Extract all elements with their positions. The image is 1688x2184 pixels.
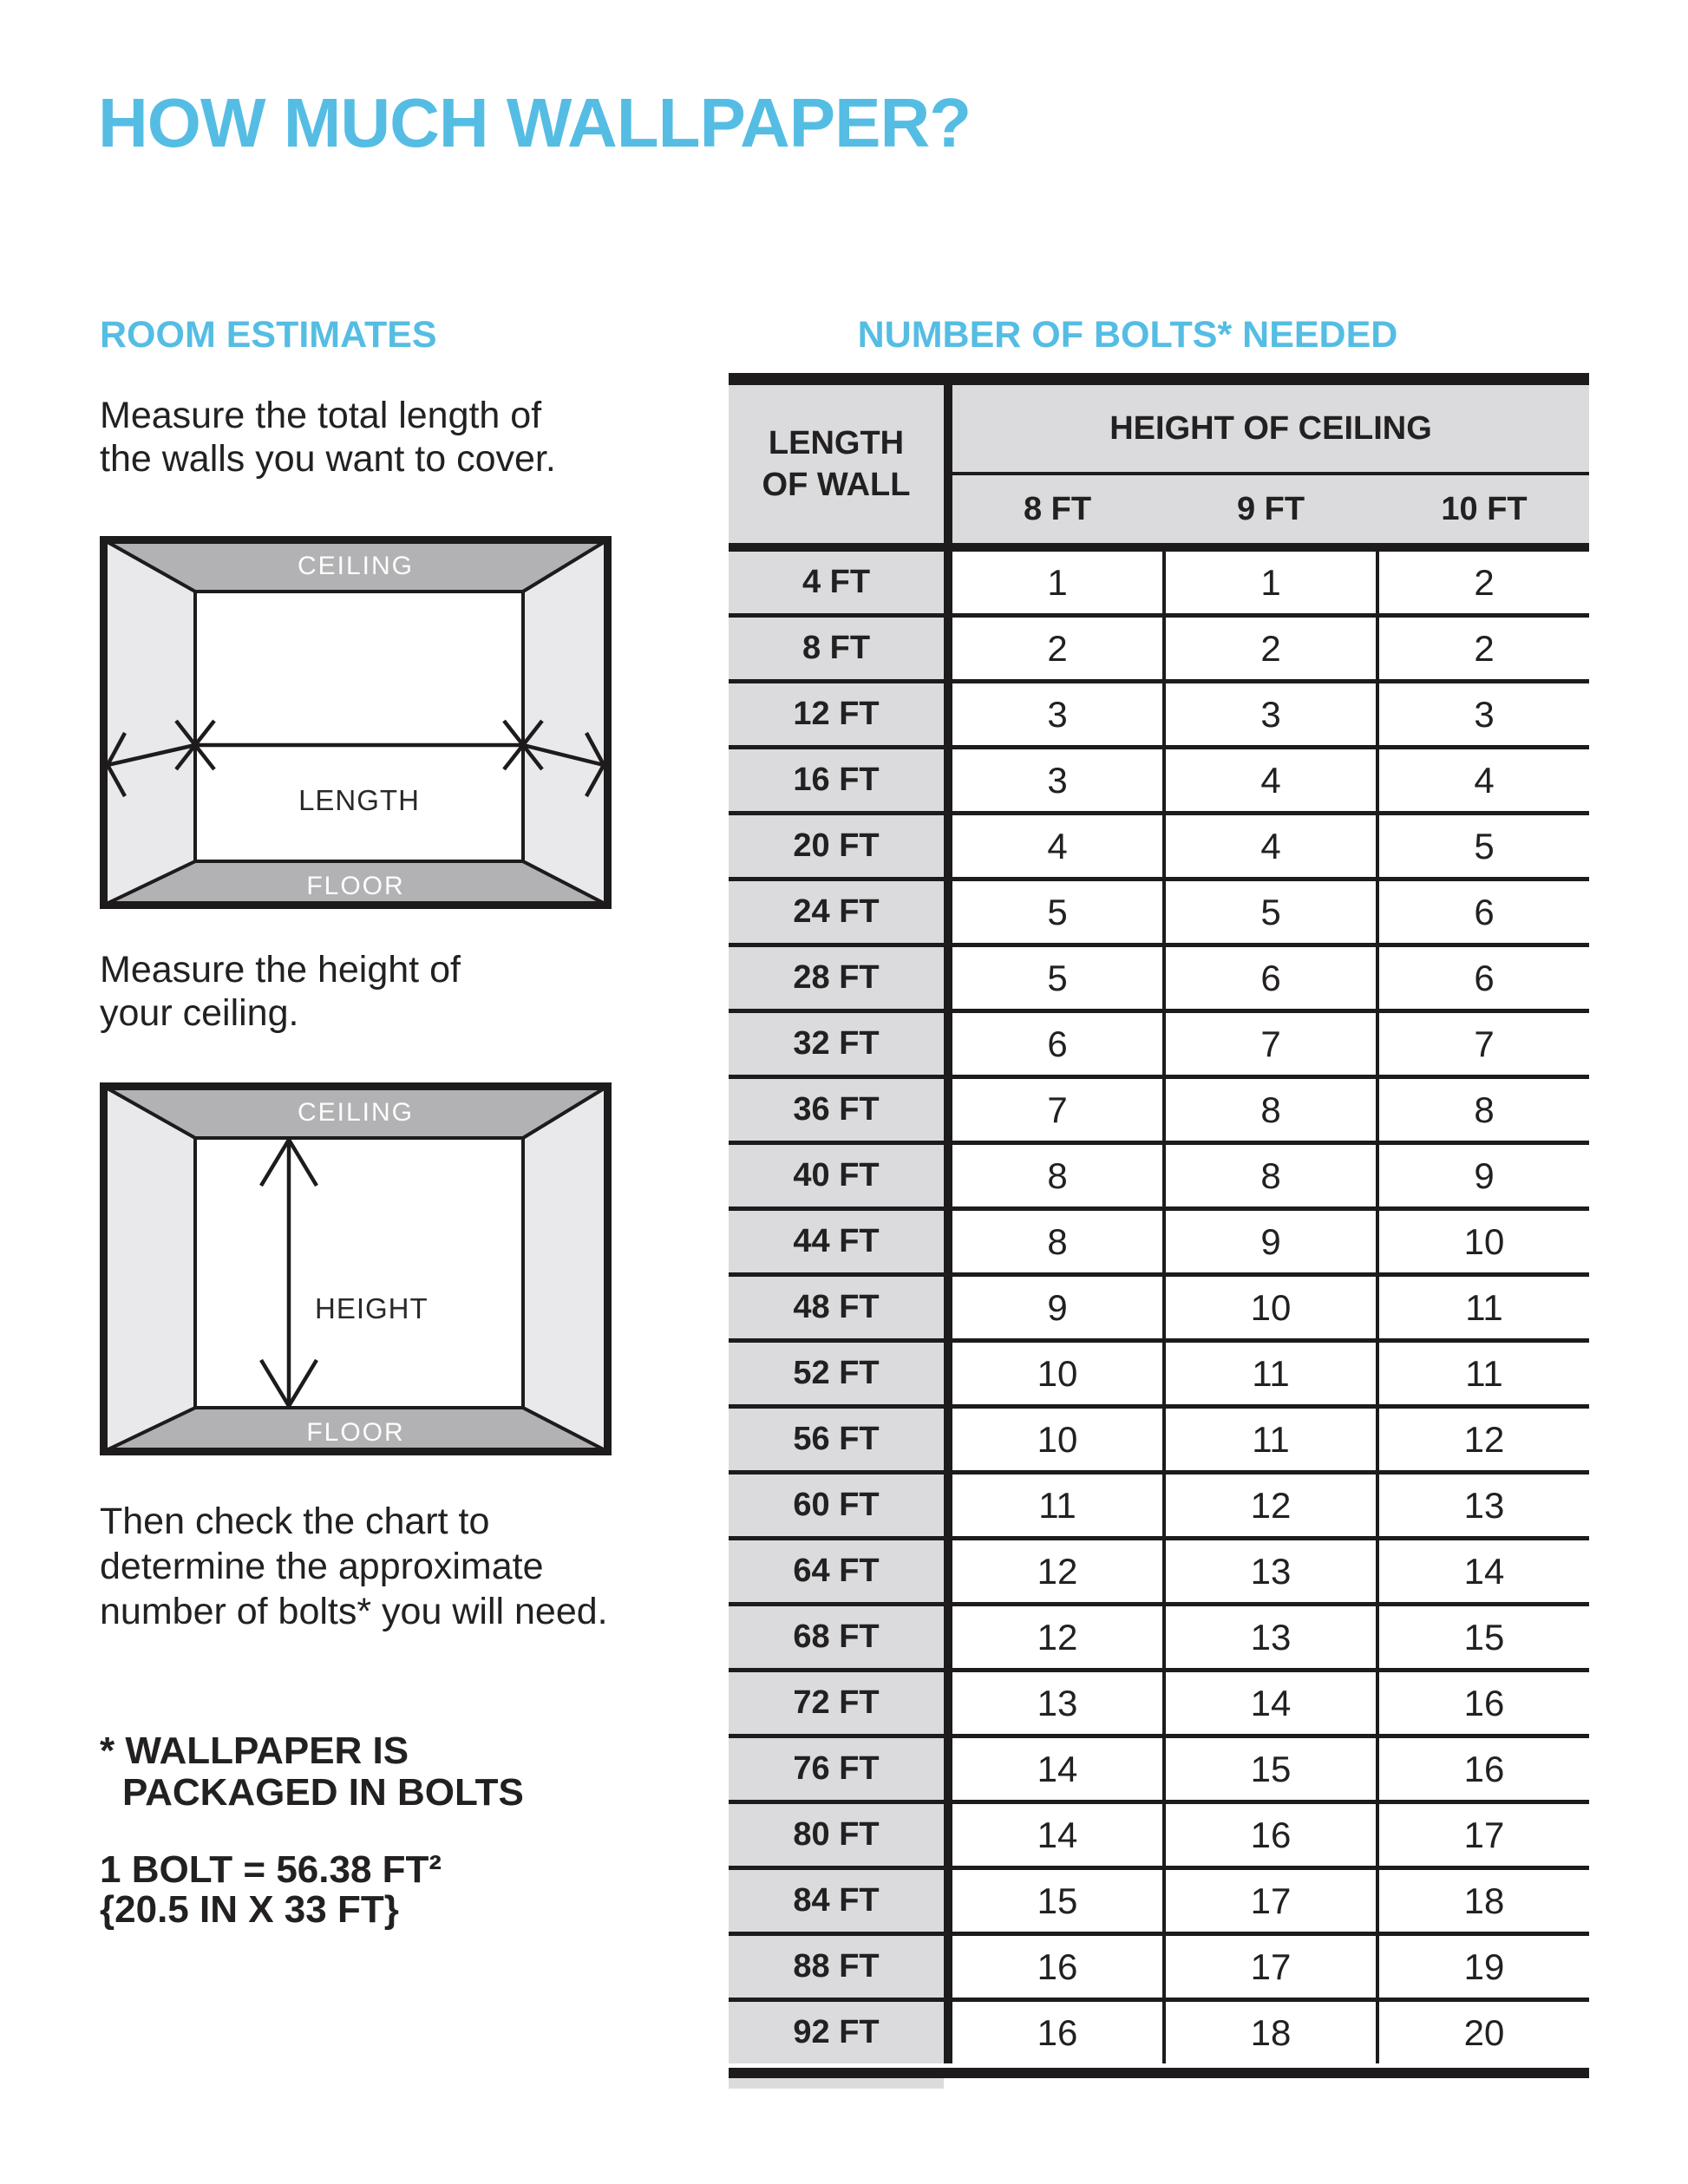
row-label: 88 FT: [729, 1936, 944, 1998]
table-row: [729, 1672, 1589, 1738]
table-vertical-divider: [944, 385, 952, 543]
table-cell: 9: [952, 1277, 1162, 1338]
table-row: [729, 683, 1589, 749]
table-cell: 14: [1379, 1540, 1589, 1602]
ceiling-label: CEILING: [297, 552, 415, 580]
table-cell: 12: [1166, 1475, 1376, 1536]
table-cell: 16: [1379, 1672, 1589, 1734]
table-cell: 16: [952, 2002, 1162, 2063]
column-header-10ft: 10 FT: [1441, 490, 1528, 527]
table-vertical-divider: [944, 1145, 952, 1206]
table-cell: 15: [1166, 1738, 1376, 1800]
table-cell: 12: [952, 1606, 1162, 1668]
table-vertical-divider: [944, 1936, 952, 1998]
table-cell: 6: [952, 1013, 1162, 1075]
table-vertical-divider: [944, 1013, 952, 1075]
footnote-line: 1 BOLT = 56.38 FT²: [100, 1848, 442, 1891]
table-cell: 10: [1379, 1211, 1589, 1272]
room-length-diagram: [100, 536, 612, 909]
table-cell: 5: [952, 881, 1162, 943]
paragraph-line: Then check the chart to: [100, 1501, 490, 1542]
table-cell: 2: [1379, 552, 1589, 613]
table-row: [729, 881, 1589, 947]
table-cell: 1: [952, 552, 1162, 613]
table-cell: 8: [952, 1211, 1162, 1272]
length-label: LENGTH: [298, 784, 420, 816]
table-cell: 11: [1379, 1277, 1589, 1338]
table-row: [729, 1013, 1589, 1079]
table-vertical-divider: [944, 815, 952, 877]
table-vertical-divider: [944, 1738, 952, 1800]
row-label: 28 FT: [729, 947, 944, 1009]
table-cell: 16: [1379, 1738, 1589, 1800]
floor-label: FLOOR: [306, 1418, 405, 1447]
table-cell: 12: [952, 1540, 1162, 1602]
table-top-border: [729, 373, 1589, 385]
paragraph-line: the walls you want to cover.: [100, 438, 556, 480]
measure-length-paragraph: [100, 394, 556, 481]
table-cell: 14: [952, 1738, 1162, 1800]
table-vertical-divider: [944, 1343, 952, 1404]
table-row: [729, 552, 1589, 618]
table-cell: 17: [1379, 1804, 1589, 1866]
table-vertical-divider: [944, 552, 952, 613]
table-header-divider: [729, 543, 1589, 552]
row-label: 72 FT: [729, 1672, 944, 1734]
row-label: 16 FT: [729, 749, 944, 811]
table-cell: 16: [952, 1936, 1162, 1998]
table-cell: 11: [1166, 1343, 1376, 1404]
right-wall: [523, 540, 608, 906]
ceiling-height-subheaders: [952, 475, 1589, 543]
table-header: [729, 385, 1589, 543]
row-label: 52 FT: [729, 1343, 944, 1404]
floor-label: FLOOR: [306, 872, 405, 900]
table-row: [729, 2002, 1589, 2063]
row-label: 56 FT: [729, 1409, 944, 1470]
table-row: [729, 1145, 1589, 1211]
table-cell: 5: [952, 947, 1162, 1009]
row-label: 36 FT: [729, 1079, 944, 1141]
table-bottom-border: [729, 2068, 1589, 2078]
right-wall: [523, 1087, 608, 1452]
table-cell: 18: [1379, 1870, 1589, 1932]
table-cell: 15: [952, 1870, 1162, 1932]
column-header-8ft: 8 FT: [1023, 490, 1092, 527]
table-row: [729, 1540, 1589, 1606]
table-cell: 17: [1166, 1936, 1376, 1998]
length-of-wall-header: LENGTH OF WALL: [729, 385, 944, 543]
table-vertical-divider: [944, 881, 952, 943]
row-label: 32 FT: [729, 1013, 944, 1075]
table-vertical-divider: [944, 1079, 952, 1141]
table-row: [729, 1936, 1589, 2002]
bolt-size-footnote: [100, 1850, 442, 1930]
table-vertical-divider: [944, 1475, 952, 1536]
paragraph-line: determine the approximate: [100, 1546, 544, 1587]
row-label: 40 FT: [729, 1145, 944, 1206]
ceiling-height-header-group: [952, 385, 1589, 543]
wallpaper-bolts-footnote: [100, 1730, 524, 1814]
table-cell: 16: [1166, 1804, 1376, 1866]
row-label: 60 FT: [729, 1475, 944, 1536]
column-header-9ft: 9 FT: [1236, 490, 1305, 527]
table-cell: 10: [952, 1343, 1162, 1404]
table-rows: [729, 552, 1589, 2063]
paragraph-line: your ceiling.: [100, 992, 299, 1034]
row-label: 12 FT: [729, 683, 944, 745]
table-cell: 3: [952, 749, 1162, 811]
row-label: 4 FT: [729, 552, 944, 613]
back-wall: [195, 1138, 523, 1408]
row-label: 68 FT: [729, 1606, 944, 1668]
table-row: [729, 1606, 1589, 1672]
table-cell: 5: [1379, 815, 1589, 877]
table-row: [729, 1079, 1589, 1145]
table-cell: 10: [1166, 1277, 1376, 1338]
table-row: [729, 1804, 1589, 1870]
back-wall: [195, 592, 523, 861]
row-label: 80 FT: [729, 1804, 944, 1866]
row-label: 64 FT: [729, 1540, 944, 1602]
check-chart-paragraph: [100, 1499, 608, 1634]
table-cell: 8: [1379, 1079, 1589, 1141]
table-cell: 18: [1166, 2002, 1376, 2063]
table-vertical-divider: [944, 947, 952, 1009]
table-vertical-divider: [944, 683, 952, 745]
table-cell: 1: [1166, 552, 1376, 613]
table-cell: 4: [1166, 815, 1376, 877]
footnote-line: * WALLPAPER IS: [100, 1730, 409, 1772]
table-vertical-divider: [944, 1870, 952, 1932]
table-vertical-divider: [944, 1409, 952, 1470]
table-cell: 9: [1166, 1211, 1376, 1272]
table-cell: 6: [1379, 947, 1589, 1009]
table-row: [729, 1211, 1589, 1277]
asterisk: *: [100, 1730, 115, 1772]
table-cell: 9: [1379, 1145, 1589, 1206]
paragraph-line: Measure the height of: [100, 949, 461, 991]
table-cell: 4: [1166, 749, 1376, 811]
footnote-line: {20.5 IN X 33 FT}: [100, 1888, 399, 1931]
page-title: HOW MUCH WALLPAPER?: [98, 84, 972, 161]
row-label: 76 FT: [729, 1738, 944, 1800]
table-vertical-divider: [944, 1211, 952, 1272]
measure-height-paragraph: [100, 948, 461, 1035]
room-height-diagram: [100, 1082, 612, 1455]
table-cell: 4: [952, 815, 1162, 877]
table-row: [729, 618, 1589, 683]
table-cell: 13: [1166, 1540, 1376, 1602]
table-cell: 3: [952, 683, 1162, 745]
table-cell: 2: [952, 618, 1162, 679]
bolts-needed-table: [729, 373, 1589, 2089]
table-cell: 5: [1166, 881, 1376, 943]
table-cell: 11: [1166, 1409, 1376, 1470]
table-cell: 2: [1166, 618, 1376, 679]
table-cell: 13: [1166, 1606, 1376, 1668]
table-cell: 2: [1379, 618, 1589, 679]
table-cell: 6: [1166, 947, 1376, 1009]
table-vertical-divider: [944, 1540, 952, 1602]
table-cell: 10: [952, 1409, 1162, 1470]
left-wall: [104, 540, 196, 906]
table-row: [729, 1475, 1589, 1540]
table-row: [729, 947, 1589, 1013]
room-estimates-heading: ROOM ESTIMATES: [100, 314, 437, 356]
table-row: [729, 815, 1589, 881]
table-row: [729, 1277, 1589, 1343]
table-cell: 6: [1379, 881, 1589, 943]
table-cell: 12: [1379, 1409, 1589, 1470]
table-cell: 19: [1379, 1936, 1589, 1998]
table-cell: 11: [1379, 1343, 1589, 1404]
table-cell: 3: [1379, 683, 1589, 745]
table-row: [729, 1870, 1589, 1936]
height-of-ceiling-header: HEIGHT OF CEILING: [952, 385, 1589, 475]
table-cell: 8: [952, 1145, 1162, 1206]
paragraph-line: Measure the total length of: [100, 395, 542, 436]
table-cell: 8: [1166, 1145, 1376, 1206]
table-vertical-divider: [944, 2002, 952, 2063]
table-cell: 7: [1379, 1013, 1589, 1075]
left-wall: [104, 1087, 196, 1452]
ceiling-label: CEILING: [297, 1098, 415, 1127]
row-label: 24 FT: [729, 881, 944, 943]
table-row: [729, 1409, 1589, 1475]
table-row: [729, 1343, 1589, 1409]
table-vertical-divider: [944, 1804, 952, 1866]
row-label: 84 FT: [729, 1870, 944, 1932]
row-label: 20 FT: [729, 815, 944, 877]
table-cell: 17: [1166, 1870, 1376, 1932]
table-row: [729, 749, 1589, 815]
height-label: HEIGHT: [315, 1292, 429, 1324]
table-cell: 8: [1166, 1079, 1376, 1141]
table-cell: 14: [1166, 1672, 1376, 1734]
table-vertical-divider: [944, 1277, 952, 1338]
paragraph-line: number of bolts* you will need.: [100, 1591, 608, 1632]
table-cell: 11: [952, 1475, 1162, 1536]
table-vertical-divider: [944, 1606, 952, 1668]
table-vertical-divider: [944, 618, 952, 679]
table-cell: 3: [1166, 683, 1376, 745]
row-label: 92 FT: [729, 2002, 944, 2063]
table-cell: 4: [1379, 749, 1589, 811]
table-cell: 14: [952, 1804, 1162, 1866]
row-label: 8 FT: [729, 618, 944, 679]
table-cell: 15: [1379, 1606, 1589, 1668]
bolts-needed-heading: NUMBER OF BOLTS* NEEDED: [857, 314, 1398, 356]
row-label: 48 FT: [729, 1277, 944, 1338]
row-label: 44 FT: [729, 1211, 944, 1272]
table-vertical-divider: [944, 1672, 952, 1734]
table-row: [729, 1738, 1589, 1804]
table-cell: 13: [952, 1672, 1162, 1734]
table-cell: 7: [1166, 1013, 1376, 1075]
table-vertical-divider: [944, 749, 952, 811]
table-cell: 7: [952, 1079, 1162, 1141]
table-gray-tab: [729, 2078, 944, 2089]
table-cell: 13: [1379, 1475, 1589, 1536]
footnote-line: PACKAGED IN BOLTS: [122, 1771, 524, 1814]
table-cell: 20: [1379, 2002, 1589, 2063]
